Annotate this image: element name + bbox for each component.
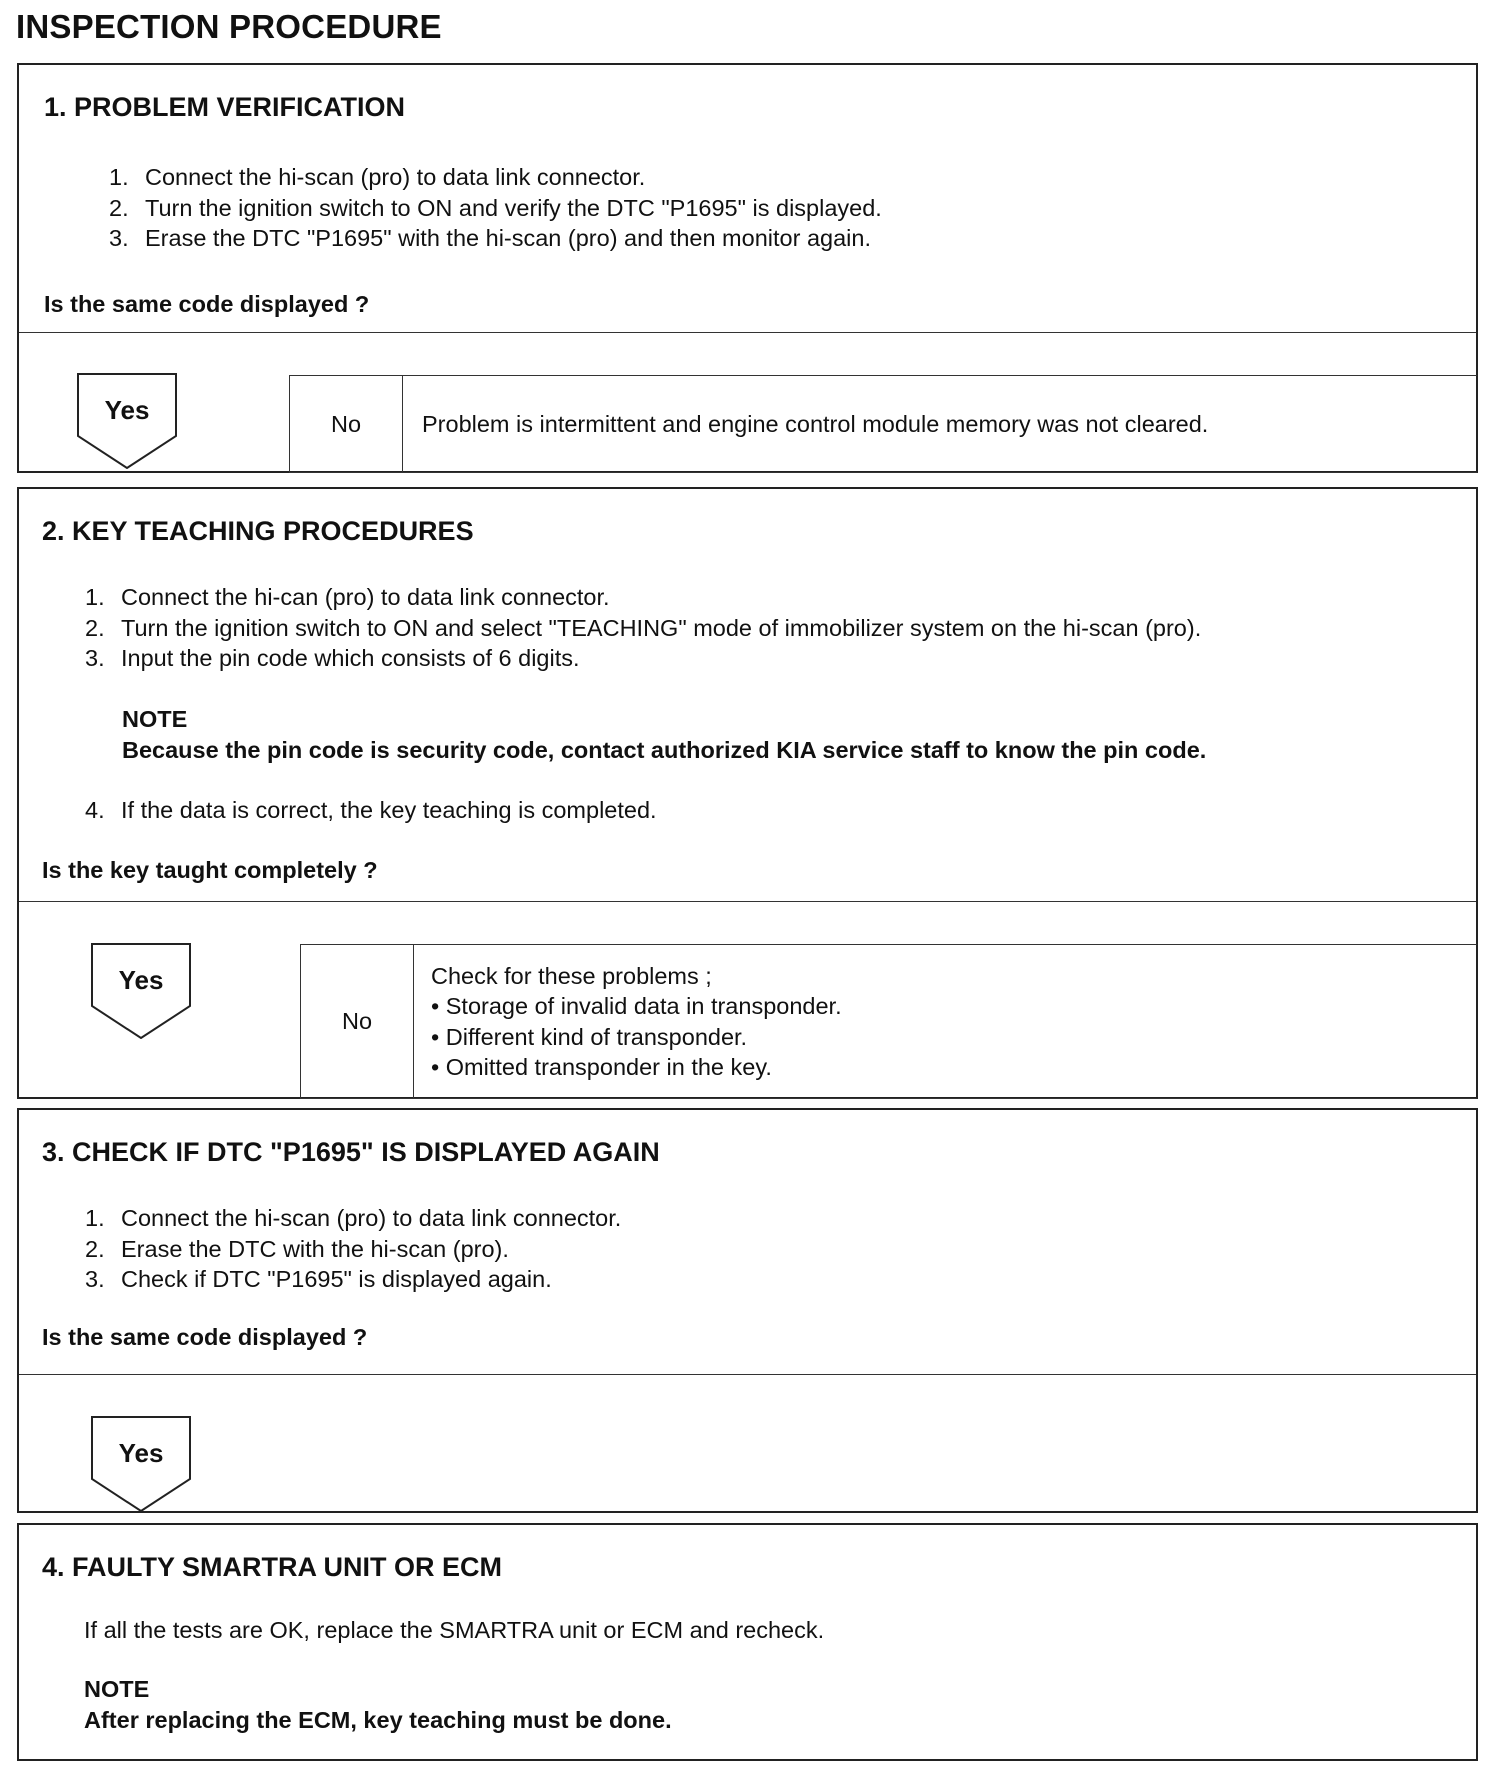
- no-result-text: Problem is intermittent and engine control module memory was not cleared.: [422, 410, 1209, 437]
- list-item: 1. Connect the hi-scan (pro) to data link connector.: [109, 164, 646, 190]
- no-label: No: [301, 945, 414, 1098]
- step-4-text: If all the tests are OK, replace the SMARTRA unit or ECM and recheck.: [84, 1617, 825, 1643]
- no-line: Check for these problems ;: [431, 962, 712, 989]
- note-label: NOTE: [122, 706, 188, 732]
- yes-label: Yes: [104, 395, 150, 425]
- divider: [19, 1374, 1476, 1375]
- page-title: INSPECTION PROCEDURE: [16, 8, 442, 45]
- step-3-question: Is the same code displayed ?: [42, 1324, 368, 1350]
- list-item: 2. Turn the ignition switch to ON and verify the DTC "P1695" is displayed.: [109, 194, 882, 221]
- divider: [19, 901, 1476, 902]
- step-2-question: Is the key taught completely ?: [42, 857, 378, 883]
- list-item: 2. Turn the ignition switch to ON and select "TEACHING" mode of immobilizer system on the hi-scan (pro).: [85, 614, 1202, 641]
- divider: [19, 332, 1476, 333]
- note-label: NOTE: [84, 1676, 150, 1702]
- list-item: 4. If the data is correct, the key teaching is completed.: [85, 797, 657, 823]
- list-item: 3. Input the pin code which consists of 6 digits.: [85, 645, 580, 671]
- step-4-note: [84, 1674, 672, 1736]
- no-line: • Different kind of transponder.: [431, 1023, 748, 1050]
- step-2-list-cont: [85, 795, 657, 826]
- step-2-yes-arrow: [91, 943, 191, 1039]
- step-1-no-text: [422, 376, 1466, 472]
- step-4-heading: 4. FAULTY SMARTRA UNIT OR ECM: [42, 1552, 503, 1582]
- step-4-box: [17, 1523, 1478, 1761]
- step-1-list: [109, 162, 882, 254]
- note-text: After replacing the ECM, key teaching must be done.: [84, 1707, 672, 1733]
- step-2-box: [17, 487, 1478, 1099]
- yes-label: Yes: [118, 965, 164, 995]
- no-line: • Omitted transponder in the key.: [431, 1054, 772, 1080]
- list-item: 3. Check if DTC "P1695" is displayed again.: [85, 1266, 552, 1292]
- step-3-heading: 3. CHECK IF DTC "P1695" IS DISPLAYED AGAIN: [42, 1137, 660, 1167]
- step-1-box: [17, 63, 1478, 473]
- step-3-yes-arrow: [91, 1416, 191, 1512]
- list-item: 1. Connect the hi-scan (pro) to data link connector.: [85, 1205, 622, 1231]
- step-1-yes-arrow: [77, 373, 177, 469]
- step-3-list: [85, 1203, 621, 1295]
- list-item: 2. Erase the DTC with the hi-scan (pro).: [85, 1235, 509, 1262]
- no-line: • Storage of invalid data in transponder.: [431, 993, 842, 1019]
- step-2-no-box: [300, 944, 1478, 1099]
- step-2-list: [85, 582, 1201, 674]
- note-text: Because the pin code is security code, contact authorized KIA service staff to know the pin code.: [122, 737, 1207, 763]
- step-2-heading: 2. KEY TEACHING PROCEDURES: [42, 516, 474, 546]
- step-3-box: [17, 1108, 1478, 1513]
- step-2-no-text: [431, 945, 1466, 1098]
- yes-label: Yes: [118, 1438, 164, 1468]
- step-1-no-box: [289, 375, 1478, 473]
- list-item: 1. Connect the hi-can (pro) to data link connector.: [85, 584, 610, 610]
- step-1-question: Is the same code displayed ?: [44, 291, 370, 317]
- no-label: No: [290, 376, 403, 472]
- step-1-heading: 1. PROBLEM VERIFICATION: [44, 92, 406, 122]
- step-2-note: [122, 704, 1206, 766]
- list-item: 3. Erase the DTC "P1695" with the hi-scan (pro) and then monitor again.: [109, 225, 871, 251]
